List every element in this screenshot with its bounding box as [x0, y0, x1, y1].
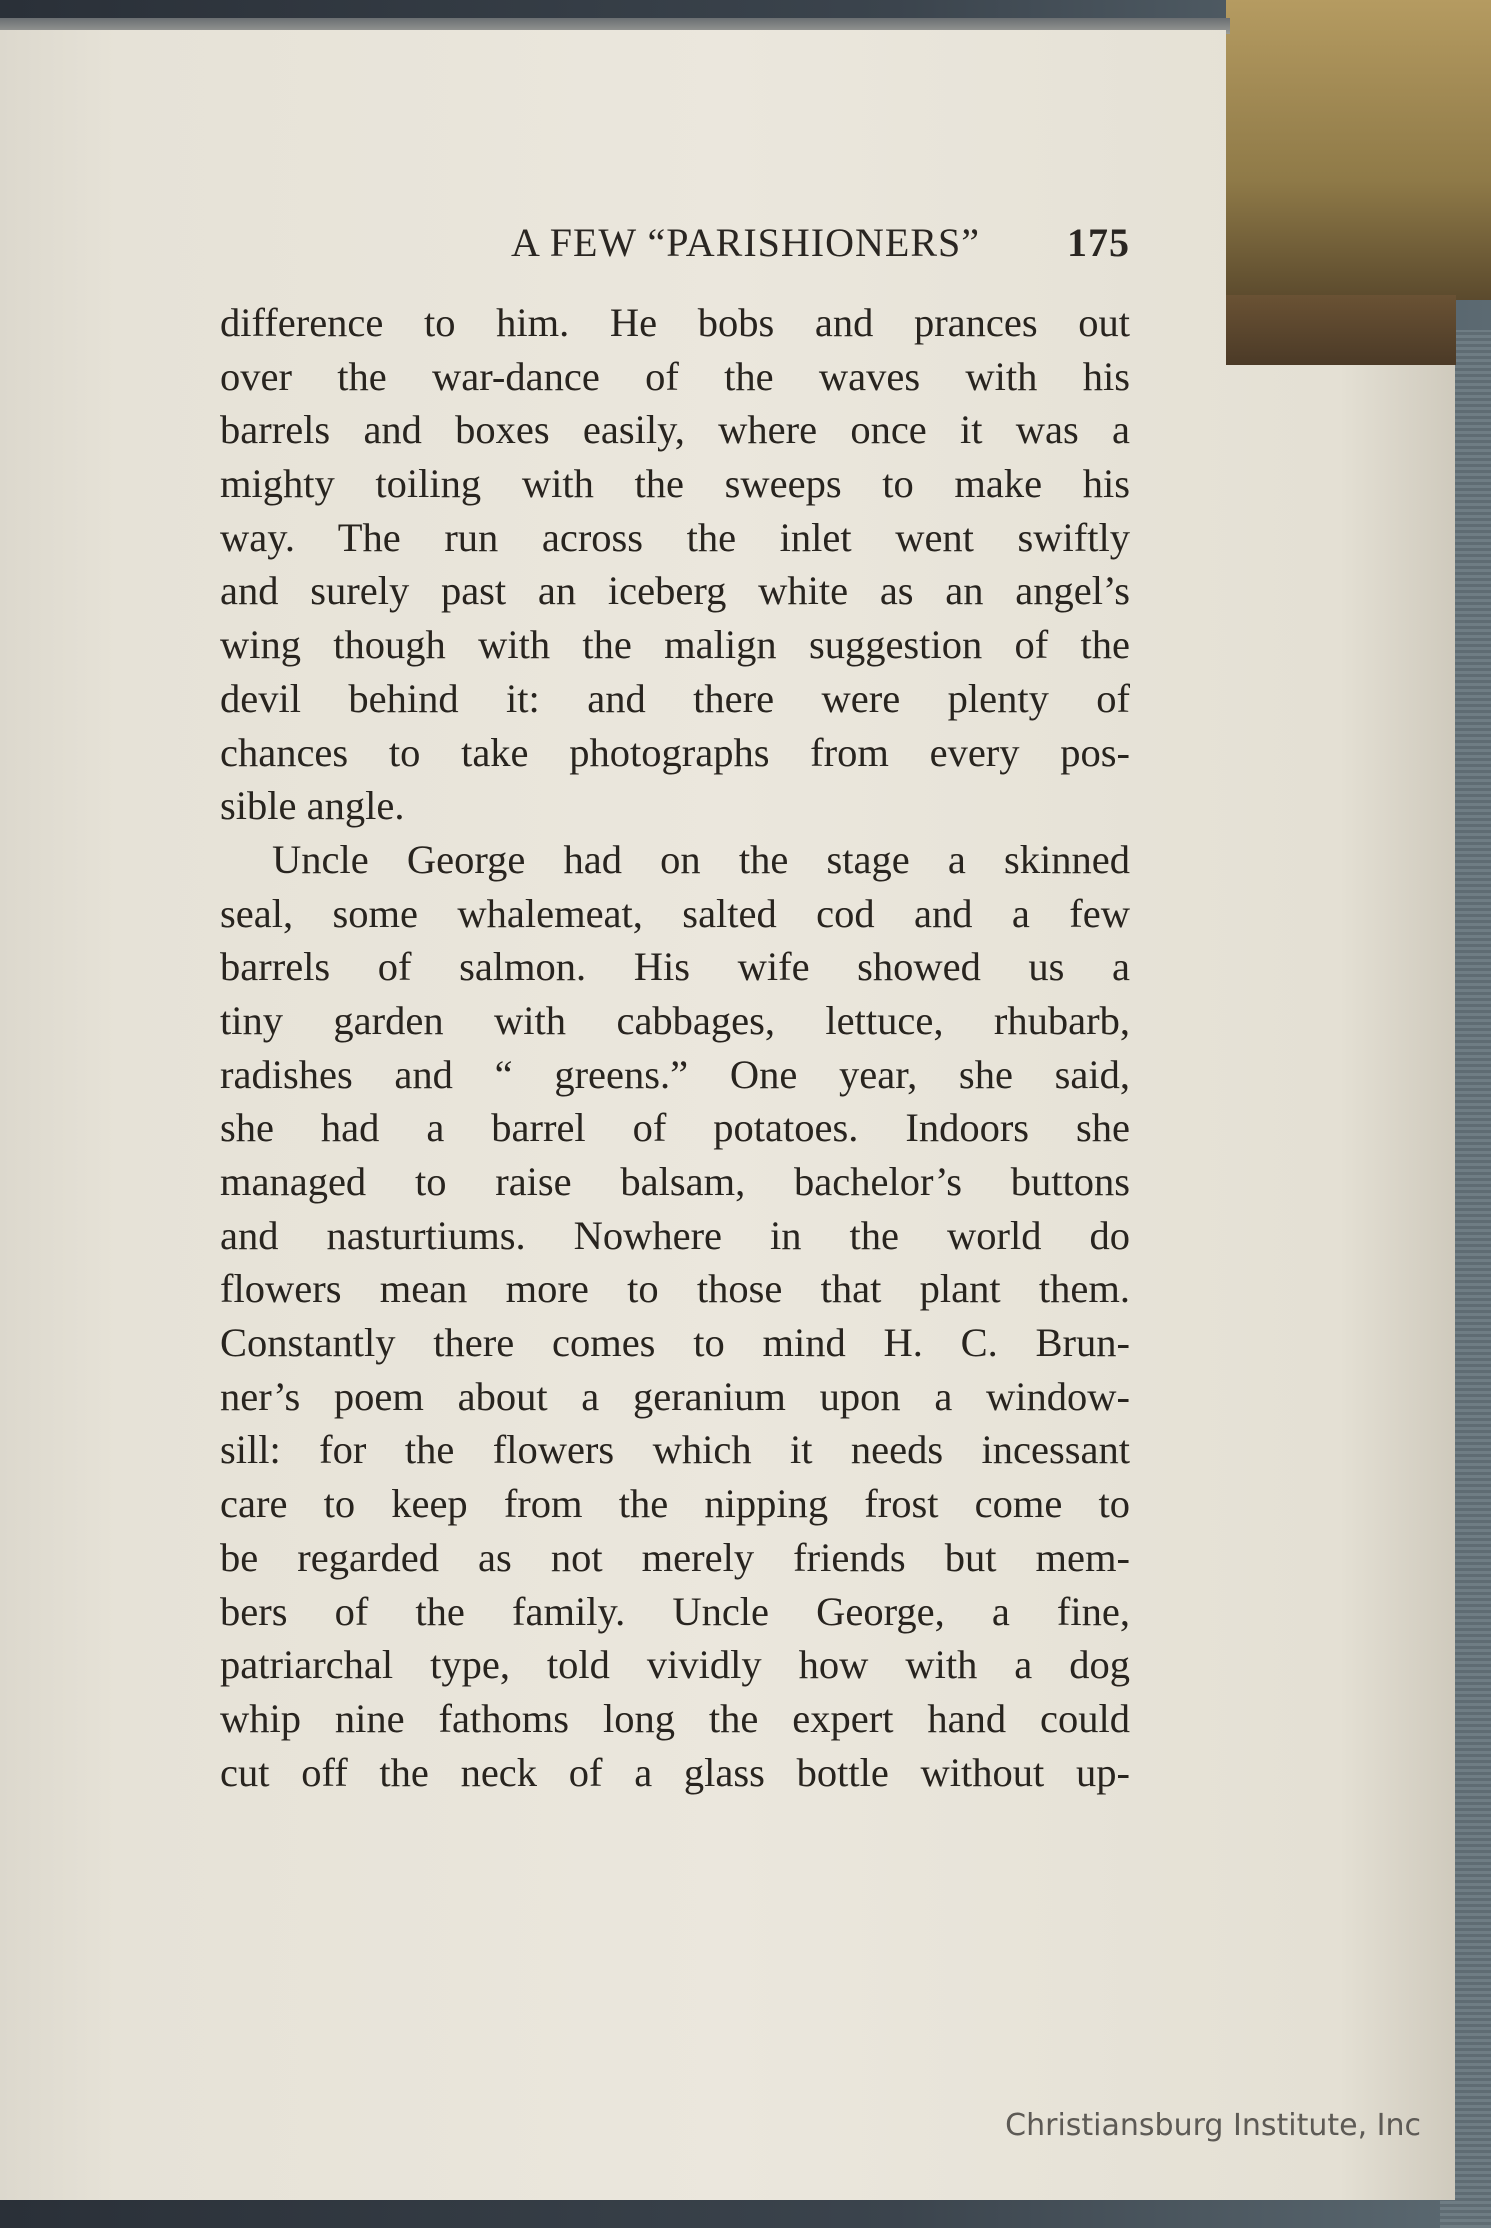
running-head: A FEW “PARISHIONERS” [511, 220, 980, 265]
page-header [220, 213, 1130, 273]
text-line: wing though with the malign suggestion of the [220, 622, 1130, 668]
text-line: managed to raise balsam, bachelor’s buttons [220, 1159, 1130, 1204]
text-line: flowers mean more to those that plant them. [220, 1266, 1130, 1312]
page-number: 175 [1067, 220, 1130, 265]
text-line: difference to him. He bobs and prances out [220, 300, 1130, 345]
text-line: care to keep from the nipping frost come to [220, 1481, 1130, 1527]
text-line: bers of the family. Uncle George, a fine, [220, 1588, 1130, 1634]
text-line: barrels of salmon. His wife showed us a [220, 944, 1130, 990]
text-line: and surely past an iceberg white as an angel’s [220, 568, 1130, 614]
facing-page-tab-edge [1226, 295, 1456, 365]
text-line: seal, some whalemeat, salted cod and a few [220, 890, 1130, 936]
watermark-credit: Christiansburg Institute, Inc [1005, 2108, 1421, 2143]
text-line: over the war-dance of the waves with his [220, 353, 1130, 399]
text-line: tiny garden with cabbages, lettuce, rhubarb, [220, 997, 1130, 1043]
body-text [220, 296, 1130, 1799]
text-line: barrels and boxes easily, where once it was a [220, 407, 1130, 453]
text-line: whip nine fathoms long the expert hand could [220, 1695, 1130, 1741]
text-line: cut off the neck of a glass bottle without up- [220, 1749, 1130, 1795]
text-line: devil behind it: and there were plenty of [220, 675, 1130, 721]
text-line: ner’s poem about a geranium upon a window- [220, 1373, 1130, 1419]
text-line: chances to take photographs from every pos- [220, 729, 1130, 775]
text-line: and nasturtiums. Nowhere in the world do [220, 1212, 1130, 1258]
text-line: Constantly there comes to mind H. C. Brun- [220, 1320, 1130, 1366]
text-line: be regarded as not merely friends but mem- [220, 1534, 1130, 1580]
text-line: sible angle. [220, 783, 405, 829]
text-line: Uncle George had on the stage a skinned [272, 836, 1130, 882]
text-line: she had a barrel of potatoes. Indoors she [220, 1105, 1130, 1151]
facing-page-tab [1226, 0, 1491, 300]
text-line: mighty toiling with the sweeps to make his [220, 461, 1130, 507]
text-line: radishes and “ greens.” One year, she said, [220, 1051, 1130, 1097]
text-line: sill: for the flowers which it needs incessant [220, 1427, 1130, 1473]
text-line: way. The run across the inlet went swiftly [220, 514, 1130, 560]
text-line: patriarchal type, told vividly how with a dog [220, 1642, 1130, 1688]
